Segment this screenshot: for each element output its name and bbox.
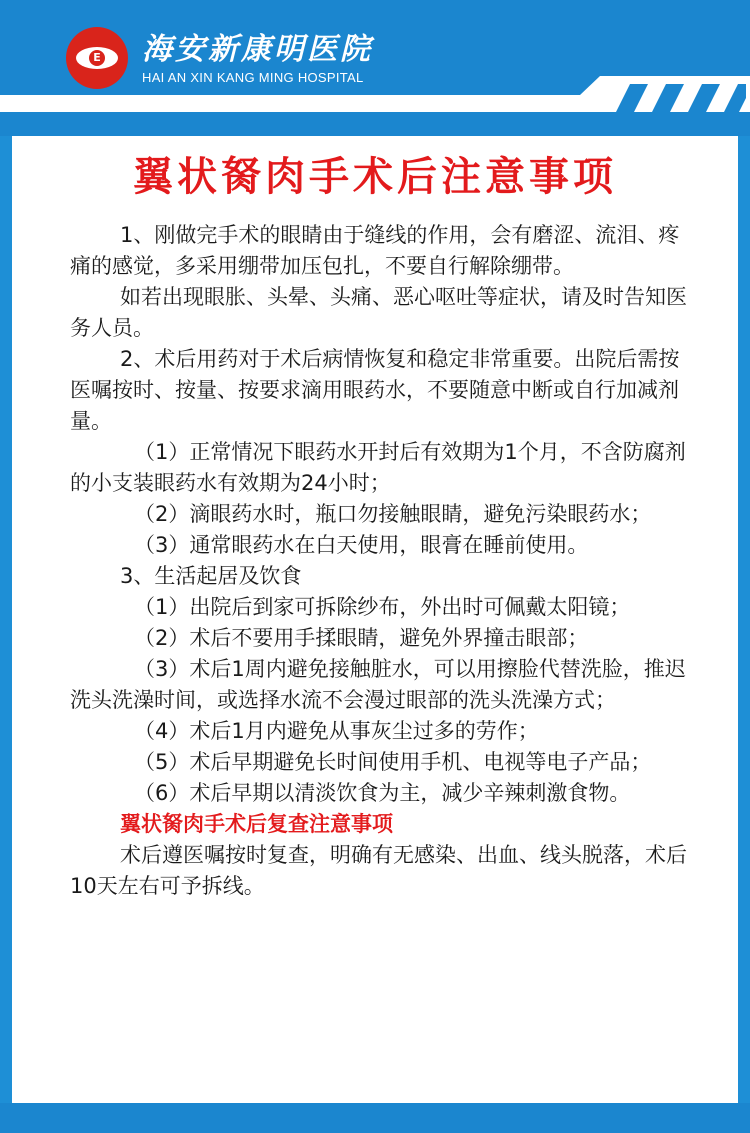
logo-letter: E <box>89 50 105 66</box>
header-bottom-stripe <box>0 112 750 136</box>
content-body <box>70 220 692 902</box>
header <box>0 0 750 112</box>
paragraph-12: （5）术后早期避免长时间使用手机、电视等电子产品； <box>134 750 652 774</box>
hospital-name-cn: 海安新康明医院 <box>142 32 373 67</box>
footer-bar <box>0 1103 750 1133</box>
paragraph-8: （1）出院后到家可拆除纱布，外出时可佩戴太阳镜； <box>134 595 631 619</box>
paragraph-4: （1）正常情况下眼药水开封后有效期为1个月，不含防腐剂的小支装眼药水有效期为24小时； <box>70 440 686 495</box>
paragraph-7: 3、生活起居及饮食 <box>120 564 302 588</box>
paragraph-13: （6）术后早期以清淡饮食为主，减少辛辣刺激食物。 <box>134 781 631 805</box>
decorative-stripes <box>596 78 746 112</box>
followup-title: 翼状胬肉手术后复查注意事项 <box>120 812 393 836</box>
paragraph-10: （3）术后1周内避免接触脏水，可以用擦脸代替洗脸，推迟洗头洗澡时间，或选择水流不会漫过眼部的洗头洗澡方式； <box>70 657 686 712</box>
hospital-name-en: HAI AN XIN KANG MING HOSPITAL <box>142 70 364 85</box>
followup-text: 术后遵医嘱按时复查，明确有无感染、出血、线头脱落，术后10天左右可予拆线。 <box>70 843 687 898</box>
paragraph-3: 2、术后用药对于术后病情恢复和稳定非常重要。出院后需按医嘱按时、按量、按要求滴用眼药水，不要随意中断或自行加减剂量。 <box>70 347 680 433</box>
paragraph-11: （4）术后1月内避免从事灰尘过多的劳作； <box>134 719 539 743</box>
page-title: 翼状胬肉手术后注意事项 <box>133 153 617 200</box>
hospital-logo <box>66 27 128 89</box>
paragraph-6: （3）通常眼药水在白天使用，眼膏在睡前使用。 <box>134 533 589 557</box>
paragraph-9: （2）术后不要用手揉眼睛，避免外界撞击眼部； <box>134 626 589 650</box>
paragraph-2: 如若出现眼胀、头晕、头痛、恶心呕吐等症状，请及时告知医务人员。 <box>70 285 687 340</box>
paragraph-5: （2）滴眼药水时，瓶口勿接触眼睛，避免污染眼药水； <box>134 502 652 526</box>
eye-icon <box>76 47 118 69</box>
paragraph-1: 1、刚做完手术的眼睛由于缝线的作用，会有磨涩、流泪、疼痛的感觉，多采用绷带加压包扎，不要自行解除绷带。 <box>70 223 680 278</box>
